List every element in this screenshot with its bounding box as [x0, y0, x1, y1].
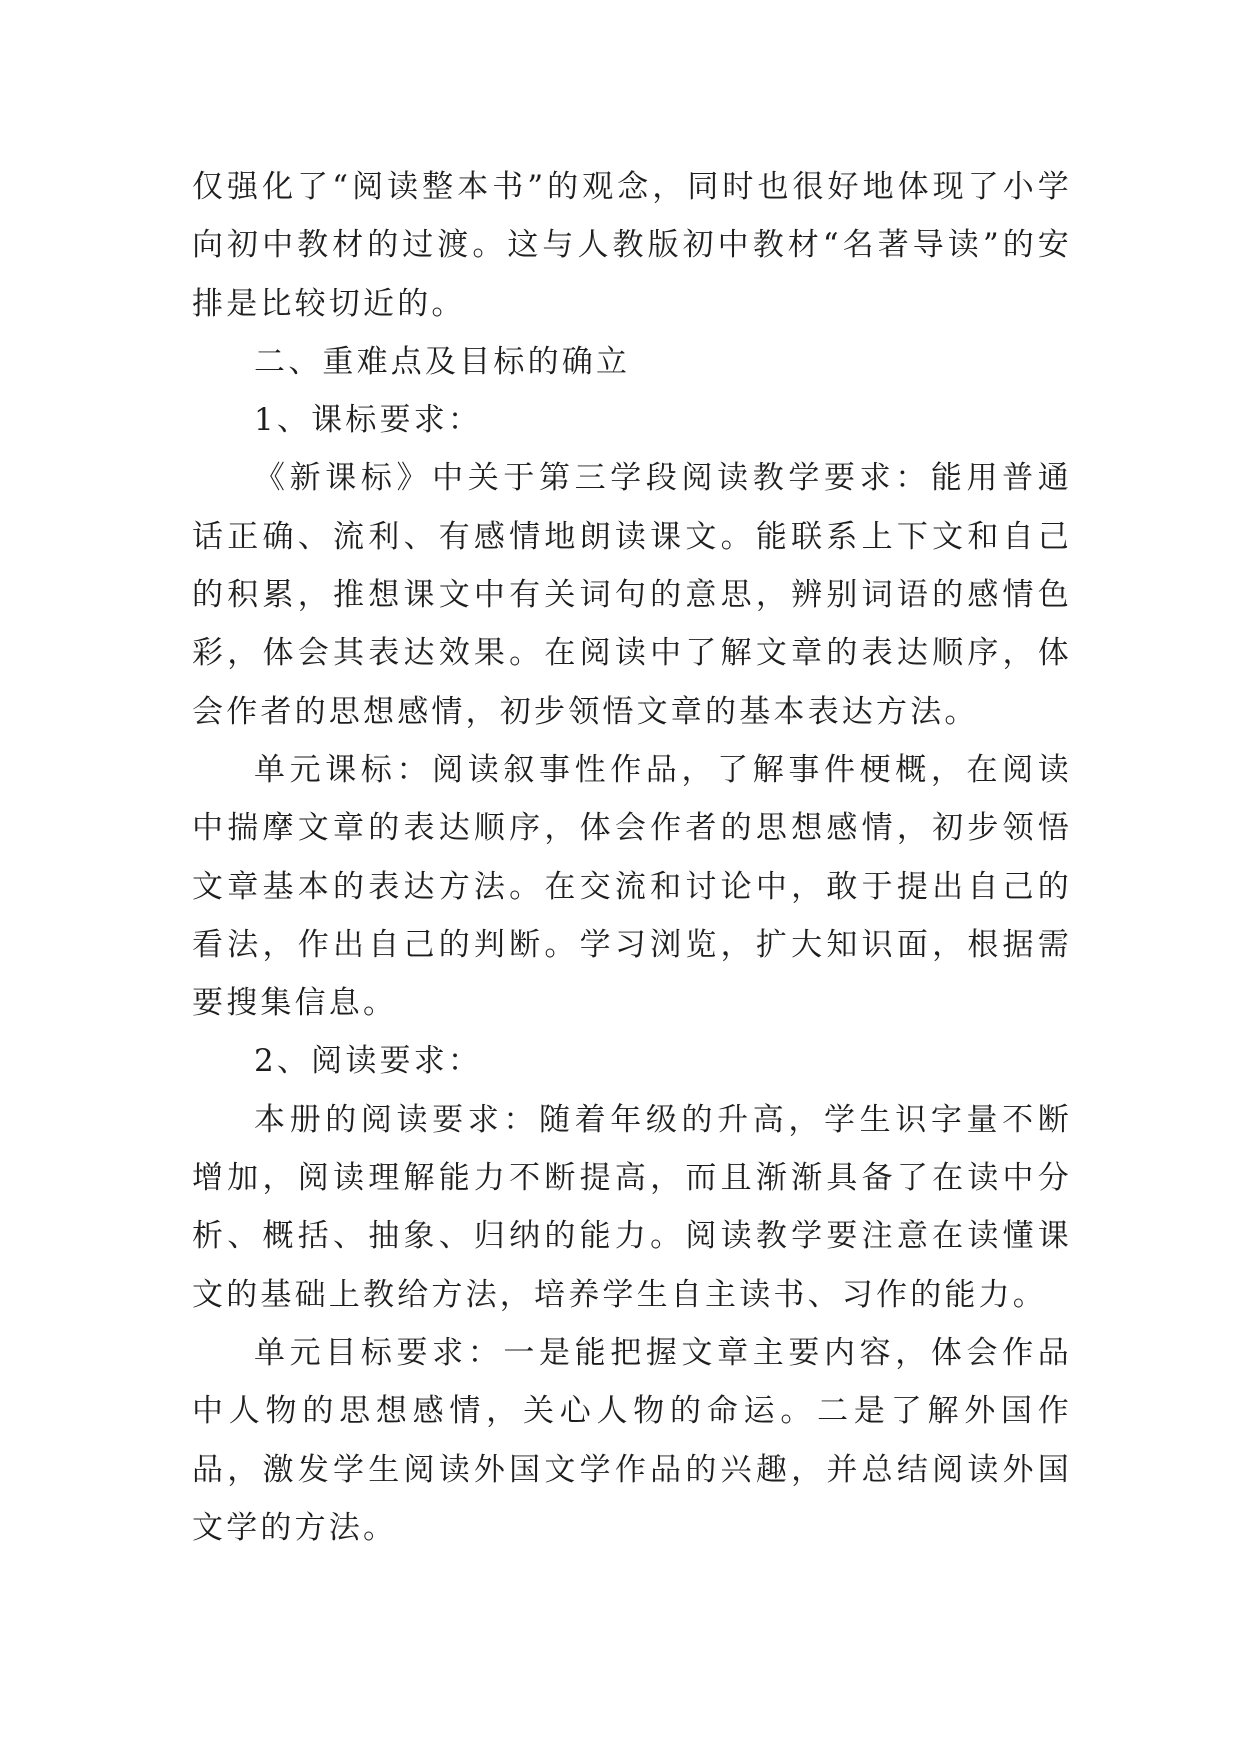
subheading-reading-requirements: 2、阅读要求： — [254, 1043, 483, 1080]
body-paragraph-volume-reading: 本册的阅读要求：随着年级的升高，学生识字量不断增加，阅读理解能力不断提高，而且渐渐具备了在读中分析、概括、抽象、归纳的能力。阅读教学要注意在读懂课文的基础上教给方法，培养学生自主读书、习作的能力。 — [192, 1101, 1072, 1313]
subheading-curriculum-requirements: 1、课标要求： — [254, 402, 483, 439]
body-paragraph-unit-curriculum: 单元课标：阅读叙事性作品，了解事件梗概，在阅读中揣摩文章的表达顺序，体会作者的思想感情，初步领悟文章基本的表达方法。在交流和讨论中，敢于提出自己的看法，作出自己的判断。学习浏览，扩大知识面，根据需要搜集信息。 — [192, 751, 1072, 1022]
body-paragraph-new-curriculum: 《新课标》中关于第三学段阅读教学要求：能用普通话正确、流利、有感情地朗读课文。能联系上下文和自己的积累，推想课文中有关词句的意思，辨别词语的感情色彩，体会其表达效果。在阅读中了解文章的表达顺序，体会作者的思想感情，初步领悟文章的基本表达方法。 — [192, 460, 1072, 730]
body-paragraph-unit-goals: 单元目标要求：一是能把握文章主要内容，体会作品中人物的思想感情，关心人物的命运。二是了解外国作品，激发学生阅读外国文学作品的兴趣，并总结阅读外国文学的方法。 — [192, 1334, 1072, 1546]
body-paragraph-continuation: 仅强化了“阅读整本书”的观念，同时也很好地体现了小学向初中教材的过渡。这与人教版初中教材“名著导读”的安排是比较切近的。 — [192, 169, 1072, 322]
document-body — [192, 158, 1072, 1557]
section-heading-key-points: 二、重难点及目标的确立 — [254, 343, 631, 380]
